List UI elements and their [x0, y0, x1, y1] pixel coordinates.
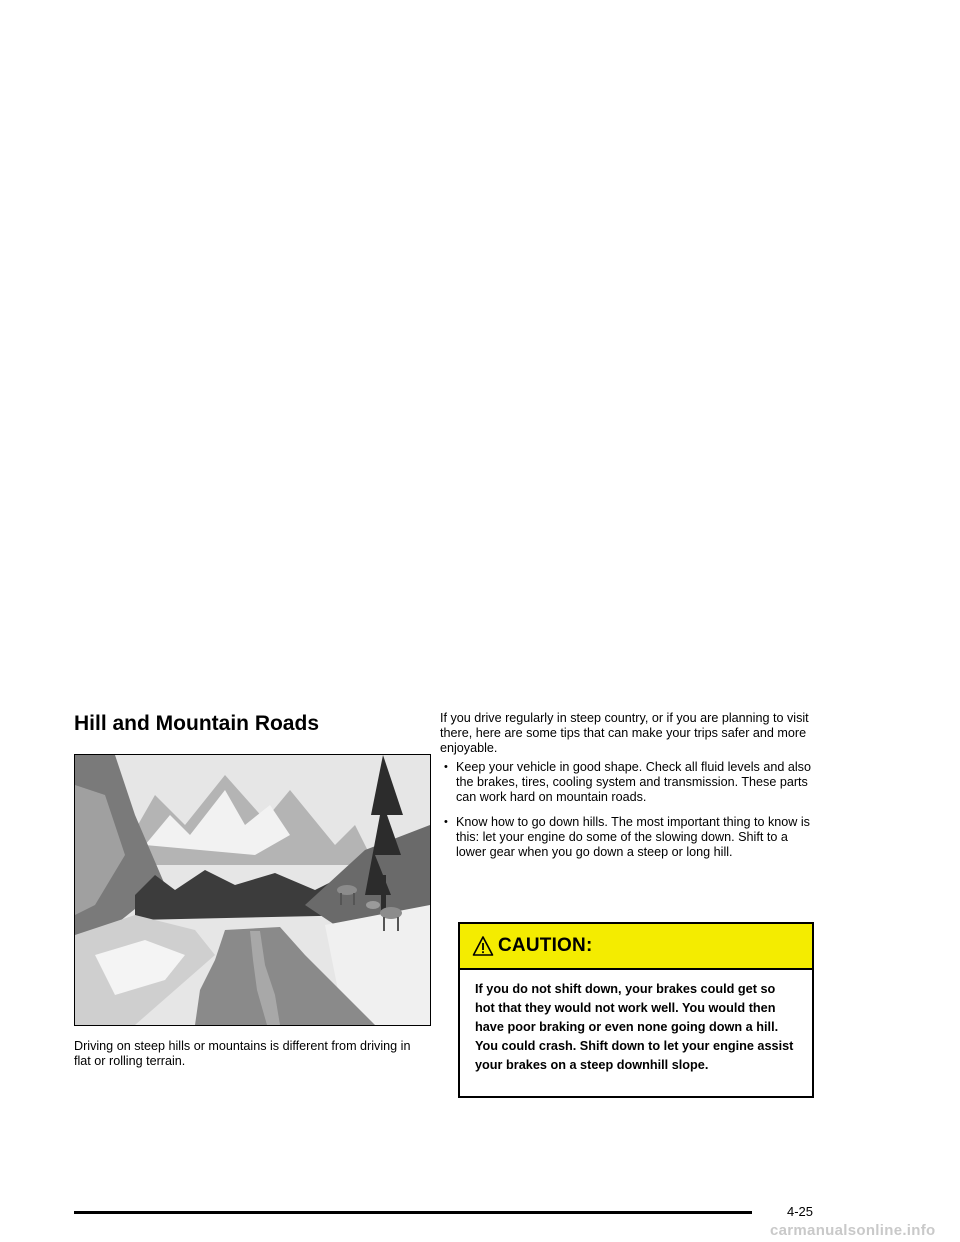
intro-paragraph: Driving on steep hills or mountains is different from driving in flat or rolling terrain.	[74, 1039, 411, 1068]
tips-list	[440, 760, 820, 860]
footer-rule	[74, 1211, 752, 1214]
list-item-text: Know how to go down hills. The most important thing to know is this: let your engine do some of the slowing down. Shift to a lower gear when you go down a steep or long hill.	[456, 815, 810, 859]
caution-body: If you do not shift down, your brakes could get so hot that they would not work well. You would then have poor braking or even none going down a hill. You could crash. Shift down to let your engine assist your brakes on a steep downhill slope.	[475, 982, 794, 1072]
caution-box	[458, 922, 814, 1098]
watermark: carmanualsonline.info	[770, 1222, 936, 1239]
list-item-text: Keep your vehicle in good shape. Check all fluid levels and also the brakes, tires, cooling system and transmission. These parts can work hard on mountain roads.	[456, 760, 811, 804]
page-number: 4-25	[787, 1204, 814, 1219]
caution-header	[460, 924, 812, 970]
mountain-road-drawing	[75, 755, 430, 1025]
tips-column	[440, 711, 820, 870]
section-heading: Hill and Mountain Roads	[74, 712, 319, 735]
warning-triangle-icon	[472, 935, 494, 957]
mountain-road-illustration	[74, 754, 431, 1026]
list-item	[440, 815, 820, 860]
bullet-icon: •	[444, 816, 448, 828]
caution-title: CAUTION:	[498, 935, 593, 956]
list-item	[440, 760, 820, 805]
tips-intro: If you drive regularly in steep country, or if you are planning to visit there, here are some tips that can make your trips safer and more enjoyable.	[440, 711, 809, 755]
bullet-icon: •	[444, 761, 448, 773]
